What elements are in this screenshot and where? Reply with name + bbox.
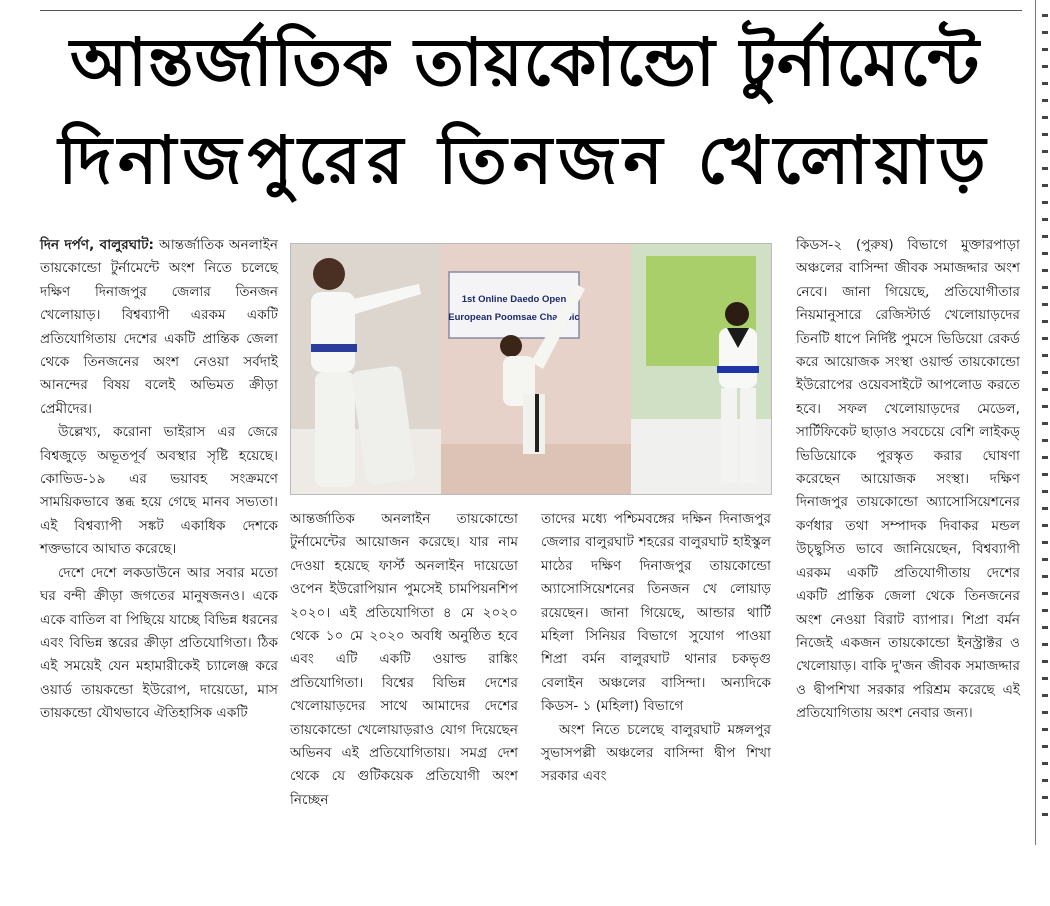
paragraph: দেশে দেশে লকডাউনে আর সবার মতো ঘর বন্দী ক্রীড়া জগতের মানুষজনও। একে একে বাতিল বা পিছিয়ে যাচ্ছে বিভিন্ন ধরনের এবং বিভিন্ন স্তরের ক্রীড়া প্রতিযোগিতা। ঠিক এই সময়েই যেন মহামারীকেই চ্যালেঞ্জ করে ওয়ার্ড তায়কন্ডো ইউরোপ, দায়েডো, মাস তায়কন্ডো যৌথভাবে ঐতিহাসিক একটি bbox=[40, 564, 278, 722]
adjacent-column-edge bbox=[1040, 0, 1050, 845]
headline-line-1: আন্তর্জাতিক তায়কোন্ডো টুর্নামেন্টে bbox=[69, 24, 981, 101]
article-column-2 bbox=[290, 508, 518, 812]
banner-text-1: 1st Online Daedo Open bbox=[461, 294, 567, 305]
article-column-3 bbox=[541, 508, 771, 789]
top-rule bbox=[40, 10, 1022, 11]
paragraph: অংশ নিতে চলেছে বালুরঘাট মঙ্গলপুর সুভাসপল্লী অঞ্চলের বাসিন্দা দ্বীপ শিখা সরকার এবং bbox=[541, 721, 771, 785]
taekwondo-photo bbox=[290, 243, 772, 495]
paragraph: তাদের মধ্যে পশ্চিমবঙ্গের দক্ষিন দিনাজপুর জেলার বালুরঘাট শহরের বালুরঘাট হাইস্কুল মাঠের দক্ষিণ দিনাজপুর তায়কোন্ডো অ্যাসোসিয়েশনের তিনজন খে লোয়াড় রয়েছেন। জানা গিয়েছে, আন্ডার থার্টি মহিলা সিনিয়র বিভাগে সুযোগ পাওয়া শিপ্রা বর্মন বালুরঘাট থানার চকভৃগু বেলাইন অঞ্চলের বাসিন্দা। অন্যদিকে কিডস- ১ (মহিলা) বিভাগে bbox=[541, 511, 771, 715]
byline: দিন দর্পণ, বালুরঘাট: bbox=[40, 237, 154, 253]
headline-line-2: দিনাজপুরের তিনজন খেলোয়াড় bbox=[58, 122, 992, 199]
paragraph: উল্লেখ্য, করোনা ভাইরাস এর জেরে বিশ্বজুড়ে অভূতপূর্ব অবস্থার সৃষ্টি হয়েছে। কোভিড-১৯ এর ভয়াবহ সংক্রমণে সাময়িকভাবে স্তব্ধ হয়ে গেছে মানব সভ্যতা। এই বিশ্বব্যাপী সঙ্কট একাধিক দেশকে শক্তভাবে আঘাত করেছে। bbox=[40, 424, 278, 558]
article-column-1 bbox=[40, 234, 278, 726]
paragraph: আন্তর্জাতিক অনলাইন তায়কোন্ডো টুর্নামেন্টের আয়োজন করেছে। যার নাম দেওয়া হয়েছে ফার্স্ট অনলাইন দায়েডো ওপেন ইউরোপিয়ান পুমসেই চামপিয়নশিপ ২০২০। এই প্রতিযোগিতা ৪ মে ২০২০ থেকে ১০ মে ২০২০ অবধি অনুষ্ঠিত হবে এবং এটি একটি ওয়াল্ড রাঙ্কিং প্রতিযোগিতা। বিশ্বের বিভিন্ন দেশের খেলোয়াড়দের সাথে আমাদের দেশের তায়কোন্ডো খেলোয়াড়রাও যোগ দিয়েছেন অভিনব এই প্রতিযোগিতায়। সমগ্র দেশ থেকে যে গুটিকয়েক প্রতিযোগী অংশ নিচ্ছেন bbox=[290, 511, 518, 808]
banner-text-2: European Poomsae Champic bbox=[448, 312, 580, 323]
column-rule bbox=[1035, 0, 1036, 845]
paragraph: দিন দর্পণ, বালুরঘাট: আন্তর্জাতিক অনলাইন তায়কোন্ডো টুর্নামেন্টে অংশ নিতে চলেছে দক্ষিণ দিনাজপুর জেলার তিনজন খেলোয়াড়। বিশ্বব্যাপী এরকম একটি প্রতিযোগিতায় দেশের একটি প্রান্তিক জেলা থেকে তিনজনের অংশ নেওয়া সর্বদাই আনন্দের বিষয় বলেই অভিমত ক্রীড়া প্রেমীদের। bbox=[40, 237, 278, 417]
paragraph: কিডস-২ (পুরুষ) বিভাগে মুক্তারপাড়া অঞ্চলের বাসিন্দা জীবক সমাজদ্দার অংশ নেবে। জানা গিয়েছে, প্রতিযোগীতার নিয়মানুসারে রেজিস্টার্ড খেলোয়াড়দের তিনটি ধাপে নির্দিষ্ট পুমসে ভিডিয়ো রেকর্ড করে আয়োজক সংস্থা ওয়ার্ল্ড তায়কোন্ডো ইউরোপের ওয়েবসাইটে আপলোড করতে হবে। সফল খেলোয়াড়দের মেডেল, সার্টিফিকেট ছাড়াও সবচেয়ে বেশি লাইকড্ ভিডিয়োকে পুরস্কৃত করার ঘোষণা করেছেন আয়োজক সংস্থা। দক্ষিণ দিনাজপুর তায়কোন্ডো অ্যাসোসিয়েশনের কর্ণধার তথা সম্পাদক দিবাকর মন্ডল উচ্ছ্বসিত ভাবে জানিয়েছেন, বিশ্বব্যাপী এরকম একটি প্রতিযোগীতায় দেশের একটি প্রান্তিক জেলা থেকে তিনজনের অংশ নেওয়া বিরাট ব্যাপার। শিপ্রা বর্মন নিজেই একজন তায়কোন্ডো ইনস্ট্রাক্টর ও খেলোয়াড়। বাকি দু'জন জীবক সমাজদ্দার ও দ্বীপশিখা সরকার পরিশ্রম করেছে এই প্রতিযোগিতায় অংশ নেবার জন্য। bbox=[796, 237, 1020, 722]
article-column-4 bbox=[796, 234, 1020, 726]
photo-illustration bbox=[291, 244, 771, 494]
